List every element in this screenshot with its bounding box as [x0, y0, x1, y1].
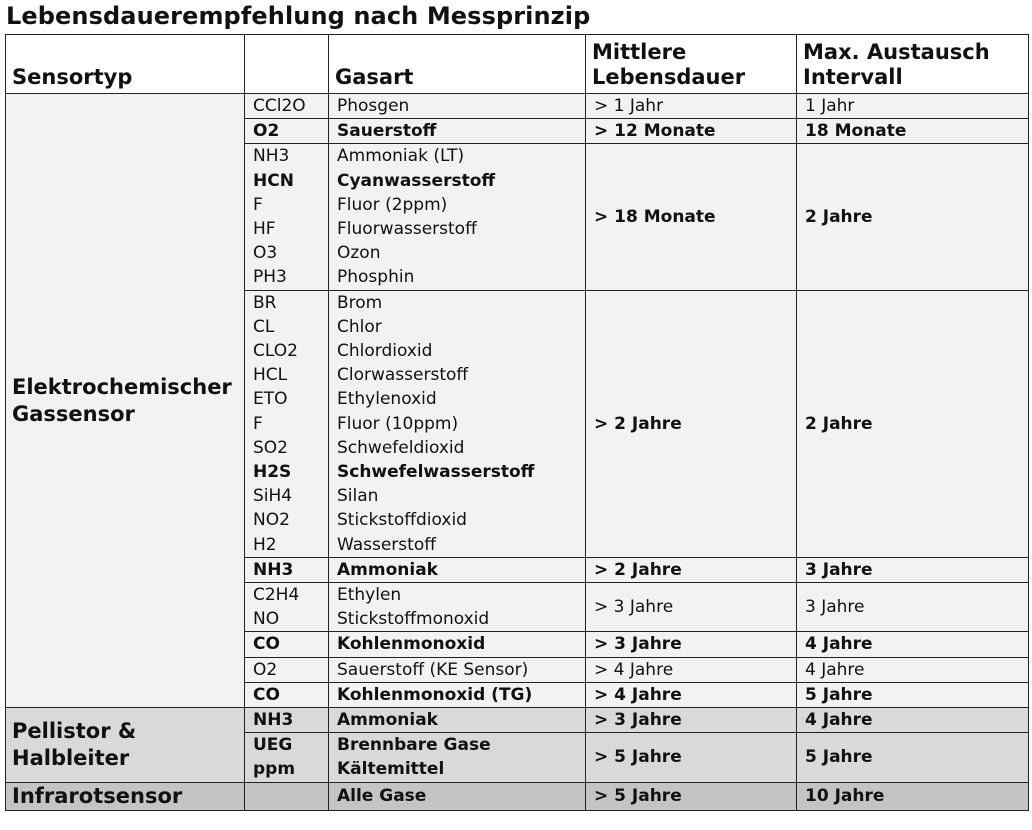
mittlere-lebensdauer: > 4 Jahre [586, 657, 797, 682]
gas-name-text: Schwefelwasserstoff [337, 462, 535, 483]
gas-code-text: NO2 [253, 510, 290, 531]
sensortyp-pellistor [6, 708, 245, 783]
mittlere-lebensdauer: > 2 Jahre [586, 557, 797, 582]
austausch-intervall: 3 Jahre [797, 557, 1029, 582]
gas-name-text: Clorwasserstoff [337, 365, 469, 386]
gas-name [329, 94, 586, 119]
gas-name-text: Phosphin [337, 267, 415, 288]
gas-code-text: H2S [253, 462, 292, 483]
gas-name: Sauerstoff [329, 119, 586, 144]
gas-name-text: Brennbare Gase [337, 735, 491, 756]
gas-code-text: ppm [253, 759, 296, 780]
gas-code [245, 583, 329, 632]
mittlere-lebensdauer: > 5 Jahre [586, 782, 797, 810]
gas-name [329, 144, 586, 290]
mittlere-lebensdauer: > 18 Monate [586, 144, 797, 290]
gas-code [245, 144, 329, 290]
gas-code-text: PH3 [253, 267, 287, 288]
gas-name [329, 290, 586, 557]
gas-code: O2 [245, 657, 329, 682]
gas-code [245, 782, 329, 810]
header-gasart: Gasart [329, 35, 586, 94]
gas-code: CO [245, 632, 329, 657]
gas-name-text: Ethylen [337, 585, 402, 606]
mittlere-lebensdauer: > 3 Jahre [586, 632, 797, 657]
austausch-intervall: 4 Jahre [797, 708, 1029, 733]
gas-name-text: Fluor (10ppm) [337, 413, 459, 434]
gas-name-text: Chlordioxid [337, 341, 433, 362]
table-row [6, 782, 1029, 810]
gas-name-text: Kältemittel [337, 759, 445, 780]
gas-name-text: Stickstoffmonoxid [337, 609, 490, 630]
gas-code-text: O3 [253, 243, 278, 264]
header-austausch-line1: Max. Austausch [803, 40, 990, 64]
header-austausch [797, 35, 1029, 94]
header-austausch-line2: Intervall [803, 65, 903, 89]
header-row [6, 35, 1029, 94]
gas-code: NH3 [245, 557, 329, 582]
gas-code-text: HCN [253, 170, 294, 191]
gas-code-text: HF [253, 219, 276, 240]
gas-name: Alle Gase [329, 782, 586, 810]
gas-code-text: HCL [253, 365, 288, 386]
table-row [6, 708, 1029, 733]
austausch-intervall: 4 Jahre [797, 632, 1029, 657]
gas-code-text: F [253, 413, 263, 434]
gas-name-text: Cyanwasserstoff [337, 170, 496, 191]
sensortyp-label: Gassensor [12, 401, 135, 426]
lifetime-table [5, 34, 1029, 811]
gas-code-text: ETO [253, 389, 288, 410]
gas-name-text: Ozon [337, 243, 381, 264]
header-sensortyp: Sensortyp [6, 35, 245, 94]
sensortyp-infrarot: Infrarotsensor [6, 782, 245, 810]
mittlere-lebensdauer: > 3 Jahre [586, 583, 797, 632]
gas-name: Ammoniak [329, 708, 586, 733]
austausch-intervall: 18 Monate [797, 119, 1029, 144]
austausch-intervall: 5 Jahre [797, 733, 1029, 782]
header-code [245, 35, 329, 94]
austausch-intervall: 2 Jahre [797, 144, 1029, 290]
gas-code-text: H2 [253, 534, 277, 555]
gas-code-text: CLO2 [253, 341, 298, 362]
austausch-intervall: 2 Jahre [797, 290, 1029, 557]
gas-code [245, 94, 329, 119]
gas-code [245, 290, 329, 557]
austausch-intervall: 4 Jahre [797, 657, 1029, 682]
mittlere-lebensdauer: > 4 Jahre [586, 682, 797, 707]
gas-code-text: SiH4 [253, 486, 293, 507]
gas-name-text: Chlor [337, 316, 382, 337]
header-lebensdauer-line1: Mittlere [592, 40, 687, 64]
gas-code-text: F [253, 194, 263, 215]
page-title: Lebensdauerempfehlung nach Messprinzip [6, 2, 591, 30]
gas-code-text: BR [253, 292, 277, 313]
gas-code: O2 [245, 119, 329, 144]
gas-name-text: Ammoniak (LT) [337, 146, 465, 167]
gas-name-text: Ethylenoxid [337, 389, 437, 410]
sensortyp-label: Halbleiter [12, 745, 130, 770]
gas-code [245, 733, 329, 782]
sensortyp-elektrochemisch [6, 94, 245, 708]
mittlere-lebensdauer: > 12 Monate [586, 119, 797, 144]
gas-name: Kohlenmonoxid [329, 632, 586, 657]
gas-name-text: Wasserstoff [337, 534, 436, 555]
gas-code-text: UEG [253, 735, 293, 756]
mittlere-lebensdauer: > 1 Jahr [586, 94, 797, 119]
header-lebensdauer-line2: Lebensdauer [592, 65, 746, 89]
gas-code-text: CL [253, 316, 275, 337]
gas-name [329, 583, 586, 632]
austausch-intervall: 1 Jahr [797, 94, 1029, 119]
gas-name: Sauerstoff (KE Sensor) [329, 657, 586, 682]
gas-code: CO [245, 682, 329, 707]
table-row [6, 94, 1029, 119]
gas-code-text: NH3 [253, 146, 290, 167]
mittlere-lebensdauer: > 5 Jahre [586, 733, 797, 782]
austausch-intervall: 10 Jahre [797, 782, 1029, 810]
sensortyp-label: Elektrochemischer [12, 374, 232, 399]
gas-code: NH3 [245, 708, 329, 733]
gas-code-text: C2H4 [253, 585, 300, 606]
gas-code-text: CCl2O [253, 96, 306, 116]
gas-name-text: Fluor (2ppm) [337, 194, 448, 215]
gas-name-text: Stickstoffdioxid [337, 510, 467, 531]
gas-name-text: Fluorwasserstoff [337, 219, 477, 240]
gas-name-text: Phosgen [337, 96, 410, 116]
mittlere-lebensdauer: > 2 Jahre [586, 290, 797, 557]
mittlere-lebensdauer: > 3 Jahre [586, 708, 797, 733]
gas-name [329, 733, 586, 782]
austausch-intervall: 5 Jahre [797, 682, 1029, 707]
gas-name-text: Silan [337, 486, 379, 507]
gas-name-text: Schwefeldioxid [337, 437, 465, 458]
gas-name: Kohlenmonoxid (TG) [329, 682, 586, 707]
gas-code-text: NO [253, 609, 280, 630]
gas-name: Ammoniak [329, 557, 586, 582]
sensortyp-label: Pellistor & [12, 718, 137, 743]
gas-code-text: SO2 [253, 437, 288, 458]
gas-name-text: Brom [337, 292, 383, 313]
austausch-intervall: 3 Jahre [797, 583, 1029, 632]
header-lebensdauer [586, 35, 797, 94]
